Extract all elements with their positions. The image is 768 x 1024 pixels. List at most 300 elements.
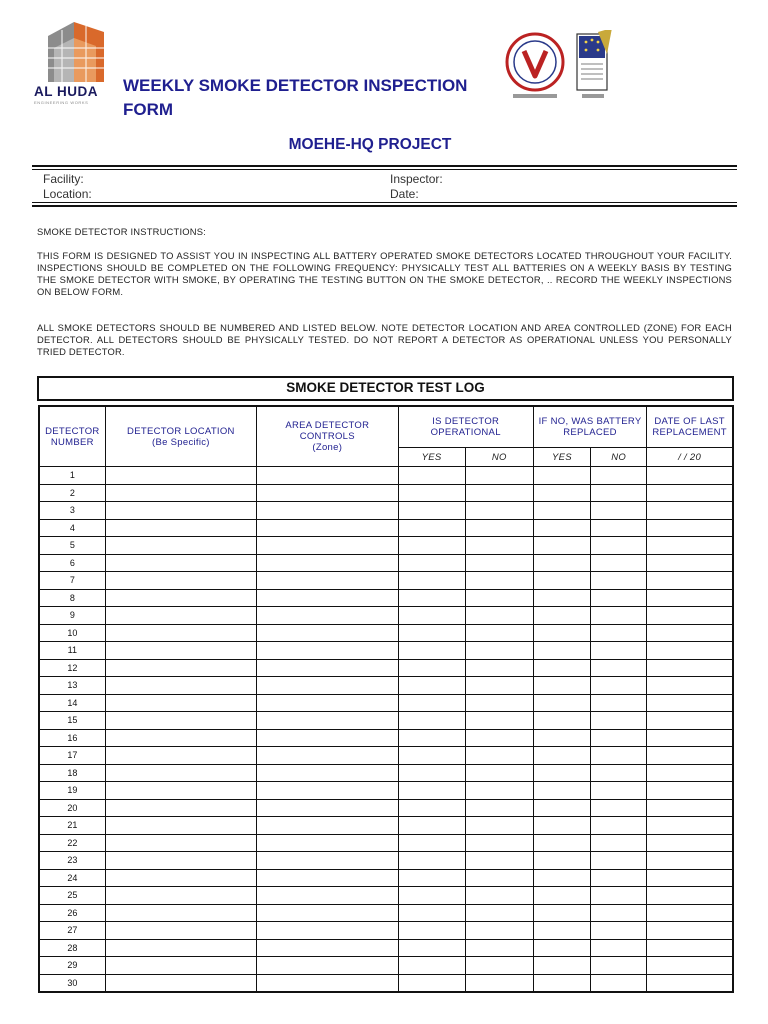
last-replacement-cell[interactable] — [647, 869, 733, 887]
subheader-battery-yes: YES — [533, 448, 590, 467]
location-cell[interactable] — [105, 589, 256, 607]
operational-yes-cell[interactable] — [398, 467, 465, 485]
area-cell[interactable] — [257, 624, 398, 642]
battery-yes-cell[interactable] — [533, 572, 590, 590]
last-replacement-cell[interactable] — [647, 607, 733, 625]
detector-number-cell: 17 — [39, 747, 105, 765]
location-cell[interactable] — [105, 642, 256, 660]
operational-no-cell[interactable] — [465, 624, 533, 642]
detector-number-cell: 25 — [39, 887, 105, 905]
battery-yes-cell[interactable] — [533, 519, 590, 537]
battery-yes-cell[interactable] — [533, 502, 590, 520]
last-replacement-cell[interactable] — [647, 537, 733, 555]
operational-no-cell[interactable] — [465, 817, 533, 835]
header-last-replacement — [647, 406, 733, 448]
location-cell[interactable] — [105, 782, 256, 800]
location-cell[interactable] — [105, 467, 256, 485]
table-row — [39, 537, 733, 555]
battery-no-cell[interactable] — [591, 869, 647, 887]
location-cell[interactable] — [105, 607, 256, 625]
area-cell[interactable] — [257, 519, 398, 537]
area-cell[interactable] — [257, 694, 398, 712]
detector-number-cell: 11 — [39, 642, 105, 660]
operational-no-cell[interactable] — [465, 484, 533, 502]
operational-yes-cell[interactable] — [398, 957, 465, 975]
header-operational — [398, 406, 533, 448]
table-row — [39, 712, 733, 730]
area-cell[interactable] — [257, 677, 398, 695]
location-cell[interactable] — [105, 887, 256, 905]
header-area-controls — [257, 406, 398, 467]
operational-no-cell[interactable] — [465, 782, 533, 800]
operational-no-cell[interactable] — [465, 747, 533, 765]
location-cell[interactable] — [105, 484, 256, 502]
operational-yes-cell[interactable] — [398, 554, 465, 572]
battery-no-cell[interactable] — [591, 799, 647, 817]
inspector-label: Inspector: — [390, 172, 443, 186]
area-cell[interactable] — [257, 747, 398, 765]
table-row — [39, 904, 733, 922]
header-line: IF NO, WAS BATTERY — [538, 416, 642, 427]
operational-yes-cell[interactable] — [398, 782, 465, 800]
battery-yes-cell[interactable] — [533, 764, 590, 782]
last-replacement-cell[interactable] — [647, 904, 733, 922]
header-line: REPLACED — [563, 427, 617, 438]
area-cell[interactable] — [257, 607, 398, 625]
battery-no-cell[interactable] — [591, 624, 647, 642]
location-cell[interactable] — [105, 869, 256, 887]
operational-no-cell[interactable] — [465, 764, 533, 782]
header-line: CONTROLS — [299, 431, 355, 442]
test-log-title: SMOKE DETECTOR TEST LOG — [37, 376, 734, 401]
table-row — [39, 624, 733, 642]
area-cell[interactable] — [257, 939, 398, 957]
detector-number-cell: 13 — [39, 677, 105, 695]
location-cell[interactable] — [105, 659, 256, 677]
divider — [32, 205, 737, 207]
last-replacement-cell[interactable] — [647, 642, 733, 660]
detector-number-cell: 14 — [39, 694, 105, 712]
quality-badge-icon — [574, 30, 616, 104]
operational-yes-cell[interactable] — [398, 974, 465, 992]
operational-no-cell[interactable] — [465, 502, 533, 520]
brand-subtitle: ENGINEERING WORKS — [34, 100, 89, 105]
battery-no-cell[interactable] — [591, 484, 647, 502]
operational-yes-cell[interactable] — [398, 799, 465, 817]
last-replacement-cell[interactable] — [647, 624, 733, 642]
last-replacement-cell[interactable] — [647, 939, 733, 957]
location-label: Location: — [43, 187, 92, 201]
table-row — [39, 817, 733, 835]
detector-number-cell: 28 — [39, 939, 105, 957]
header-line: DETECTOR LOCATION — [127, 425, 235, 437]
header-line: AREA DETECTOR — [285, 420, 370, 431]
last-replacement-cell[interactable] — [647, 694, 733, 712]
last-replacement-cell[interactable] — [647, 484, 733, 502]
location-cell[interactable] — [105, 712, 256, 730]
table-row — [39, 799, 733, 817]
area-cell[interactable] — [257, 712, 398, 730]
battery-no-cell[interactable] — [591, 694, 647, 712]
detector-number-cell: 15 — [39, 712, 105, 730]
battery-yes-cell[interactable] — [533, 974, 590, 992]
battery-no-cell[interactable] — [591, 817, 647, 835]
subheader-battery-no: NO — [591, 448, 647, 467]
table-row — [39, 572, 733, 590]
battery-no-cell[interactable] — [591, 834, 647, 852]
divider — [32, 202, 737, 203]
last-replacement-cell[interactable] — [647, 887, 733, 905]
instructions-paragraph-1: THIS FORM IS DESIGNED TO ASSIST YOU IN INSPECTING ALL BATTERY OPERATED SMOKE DETECTORS LOCATED THROUGHOUT YOUR FACILITY. INSPECTIONS SHOULD BE COMPLETED ON THE FOLLOWING FREQUENCY: PHYSICALLY TEST ALL BATTERIES ON A WEEKLY BASIS BY TESTING THE SMOKE DETECTOR WITH SMOKE, BY OPERATING THE TESTING BUTTON ON THE SMOKE DETECTOR, .. RECORD THE WEEKLY INSPECTIONS ON BELOW FORM. — [37, 250, 732, 297]
detector-number-cell: 5 — [39, 537, 105, 555]
operational-yes-cell[interactable] — [398, 694, 465, 712]
last-replacement-cell[interactable] — [647, 502, 733, 520]
operational-yes-cell[interactable] — [398, 624, 465, 642]
last-replacement-cell[interactable] — [647, 747, 733, 765]
brand-name: AL HUDA — [34, 84, 98, 99]
battery-yes-cell[interactable] — [533, 799, 590, 817]
battery-no-cell[interactable] — [591, 537, 647, 555]
table-row — [39, 922, 733, 940]
battery-no-cell[interactable] — [591, 467, 647, 485]
location-cell[interactable] — [105, 554, 256, 572]
battery-yes-cell[interactable] — [533, 624, 590, 642]
detector-number-cell: 16 — [39, 729, 105, 747]
operational-yes-cell[interactable] — [398, 607, 465, 625]
header-detector-location — [105, 406, 256, 467]
table-row — [39, 607, 733, 625]
header-line: IS DETECTOR — [432, 416, 500, 427]
battery-no-cell[interactable] — [591, 887, 647, 905]
last-replacement-cell[interactable] — [647, 834, 733, 852]
operational-no-cell[interactable] — [465, 694, 533, 712]
facility-label: Facility: — [43, 172, 84, 186]
area-cell[interactable] — [257, 852, 398, 870]
battery-no-cell[interactable] — [591, 642, 647, 660]
last-replacement-cell[interactable] — [647, 764, 733, 782]
battery-yes-cell[interactable] — [533, 922, 590, 940]
table-row — [39, 852, 733, 870]
operational-yes-cell[interactable] — [398, 659, 465, 677]
area-cell[interactable] — [257, 642, 398, 660]
area-cell[interactable] — [257, 467, 398, 485]
subheader-operational-yes: YES — [398, 448, 465, 467]
area-cell[interactable] — [257, 834, 398, 852]
battery-yes-cell[interactable] — [533, 659, 590, 677]
area-cell[interactable] — [257, 957, 398, 975]
location-cell[interactable] — [105, 974, 256, 992]
operational-yes-cell[interactable] — [398, 887, 465, 905]
operational-no-cell[interactable] — [465, 922, 533, 940]
table-row — [39, 642, 733, 660]
detector-number-cell: 30 — [39, 974, 105, 992]
battery-yes-cell[interactable] — [533, 554, 590, 572]
operational-no-cell[interactable] — [465, 887, 533, 905]
battery-no-cell[interactable] — [591, 554, 647, 572]
operational-yes-cell[interactable] — [398, 537, 465, 555]
table-row — [39, 834, 733, 852]
operational-yes-cell[interactable] — [398, 502, 465, 520]
battery-yes-cell[interactable] — [533, 694, 590, 712]
location-cell[interactable] — [105, 939, 256, 957]
battery-yes-cell[interactable] — [533, 869, 590, 887]
detector-number-cell: 22 — [39, 834, 105, 852]
operational-no-cell[interactable] — [465, 589, 533, 607]
operational-yes-cell[interactable] — [398, 572, 465, 590]
table-row — [39, 467, 733, 485]
instructions-heading: SMOKE DETECTOR INSTRUCTIONS: — [37, 226, 206, 237]
area-cell[interactable] — [257, 817, 398, 835]
operational-yes-cell[interactable] — [398, 817, 465, 835]
form-title: WEEKLY SMOKE DETECTOR INSPECTION FORM — [123, 76, 468, 119]
header-line: OPERATIONAL — [430, 427, 501, 438]
last-replacement-cell[interactable] — [647, 677, 733, 695]
operational-no-cell[interactable] — [465, 939, 533, 957]
last-replacement-cell[interactable] — [647, 782, 733, 800]
last-replacement-cell[interactable] — [647, 467, 733, 485]
battery-yes-cell[interactable] — [533, 467, 590, 485]
operational-no-cell[interactable] — [465, 834, 533, 852]
location-cell[interactable] — [105, 957, 256, 975]
battery-yes-cell[interactable] — [533, 484, 590, 502]
battery-yes-cell[interactable] — [533, 852, 590, 870]
operational-yes-cell[interactable] — [398, 904, 465, 922]
operational-yes-cell[interactable] — [398, 834, 465, 852]
divider — [32, 165, 737, 167]
battery-yes-cell[interactable] — [533, 677, 590, 695]
detector-number-cell: 8 — [39, 589, 105, 607]
location-cell[interactable] — [105, 677, 256, 695]
location-cell[interactable] — [105, 572, 256, 590]
last-replacement-cell[interactable] — [647, 799, 733, 817]
battery-no-cell[interactable] — [591, 589, 647, 607]
detector-number-cell: 29 — [39, 957, 105, 975]
table-row — [39, 747, 733, 765]
operational-no-cell[interactable] — [465, 519, 533, 537]
subheader-date-format: / / 20 — [647, 448, 733, 467]
area-cell[interactable] — [257, 572, 398, 590]
operational-yes-cell[interactable] — [398, 589, 465, 607]
battery-yes-cell[interactable] — [533, 642, 590, 660]
operational-no-cell[interactable] — [465, 869, 533, 887]
table-row — [39, 502, 733, 520]
operational-yes-cell[interactable] — [398, 852, 465, 870]
location-cell[interactable] — [105, 904, 256, 922]
operational-yes-cell[interactable] — [398, 712, 465, 730]
table-row — [39, 957, 733, 975]
location-cell[interactable] — [105, 502, 256, 520]
battery-no-cell[interactable] — [591, 939, 647, 957]
last-replacement-cell[interactable] — [647, 817, 733, 835]
operational-no-cell[interactable] — [465, 904, 533, 922]
battery-no-cell[interactable] — [591, 747, 647, 765]
company-logo — [34, 18, 116, 110]
header-line: NUMBER — [50, 436, 94, 448]
battery-no-cell[interactable] — [591, 677, 647, 695]
operational-no-cell[interactable] — [465, 554, 533, 572]
battery-yes-cell[interactable] — [533, 589, 590, 607]
battery-yes-cell[interactable] — [533, 782, 590, 800]
area-cell[interactable] — [257, 729, 398, 747]
last-replacement-cell[interactable] — [647, 957, 733, 975]
area-cell[interactable] — [257, 589, 398, 607]
operational-yes-cell[interactable] — [398, 519, 465, 537]
table-row — [39, 484, 733, 502]
battery-no-cell[interactable] — [591, 852, 647, 870]
detector-number-cell: 26 — [39, 904, 105, 922]
operational-yes-cell[interactable] — [398, 747, 465, 765]
battery-yes-cell[interactable] — [533, 712, 590, 730]
detector-number-cell: 18 — [39, 764, 105, 782]
header-detector-number — [39, 406, 105, 467]
operational-yes-cell[interactable] — [398, 869, 465, 887]
battery-yes-cell[interactable] — [533, 607, 590, 625]
battery-yes-cell[interactable] — [533, 729, 590, 747]
operational-yes-cell[interactable] — [398, 642, 465, 660]
table-row — [39, 764, 733, 782]
operational-no-cell[interactable] — [465, 572, 533, 590]
operational-no-cell[interactable] — [465, 957, 533, 975]
operational-yes-cell[interactable] — [398, 922, 465, 940]
location-cell[interactable] — [105, 922, 256, 940]
area-cell[interactable] — [257, 659, 398, 677]
battery-yes-cell[interactable] — [533, 887, 590, 905]
date-label: Date: — [390, 187, 419, 201]
area-cell[interactable] — [257, 904, 398, 922]
operational-no-cell[interactable] — [465, 729, 533, 747]
certification-seal-icon — [503, 30, 567, 104]
battery-yes-cell[interactable] — [533, 939, 590, 957]
last-replacement-cell[interactable] — [647, 589, 733, 607]
header-battery-replaced — [533, 406, 646, 448]
operational-no-cell[interactable] — [465, 799, 533, 817]
area-cell[interactable] — [257, 484, 398, 502]
location-cell[interactable] — [105, 519, 256, 537]
detector-number-cell: 10 — [39, 624, 105, 642]
building-logo-icon — [34, 18, 116, 84]
table-row — [39, 659, 733, 677]
location-cell[interactable] — [105, 817, 256, 835]
battery-no-cell[interactable] — [591, 974, 647, 992]
battery-no-cell[interactable] — [591, 519, 647, 537]
location-cell[interactable] — [105, 729, 256, 747]
battery-no-cell[interactable] — [591, 904, 647, 922]
battery-no-cell[interactable] — [591, 712, 647, 730]
operational-no-cell[interactable] — [465, 537, 533, 555]
area-cell[interactable] — [257, 974, 398, 992]
operational-no-cell[interactable] — [465, 677, 533, 695]
battery-no-cell[interactable] — [591, 659, 647, 677]
operational-no-cell[interactable] — [465, 642, 533, 660]
operational-yes-cell[interactable] — [398, 729, 465, 747]
detector-number-cell: 9 — [39, 607, 105, 625]
last-replacement-cell[interactable] — [647, 852, 733, 870]
battery-no-cell[interactable] — [591, 782, 647, 800]
detector-number-cell: 3 — [39, 502, 105, 520]
last-replacement-cell[interactable] — [647, 572, 733, 590]
header-line: REPLACEMENT — [652, 427, 727, 438]
detector-number-cell: 21 — [39, 817, 105, 835]
operational-yes-cell[interactable] — [398, 764, 465, 782]
header-line: DETECTOR — [45, 425, 100, 437]
location-cell[interactable] — [105, 624, 256, 642]
area-cell[interactable] — [257, 869, 398, 887]
operational-no-cell[interactable] — [465, 659, 533, 677]
area-cell[interactable] — [257, 554, 398, 572]
location-cell[interactable] — [105, 799, 256, 817]
table-row — [39, 519, 733, 537]
area-cell[interactable] — [257, 887, 398, 905]
location-cell[interactable] — [105, 834, 256, 852]
battery-yes-cell[interactable] — [533, 747, 590, 765]
operational-no-cell[interactable] — [465, 852, 533, 870]
detector-number-cell: 6 — [39, 554, 105, 572]
operational-yes-cell[interactable] — [398, 484, 465, 502]
header-line: (Be Specific) — [152, 436, 210, 448]
last-replacement-cell[interactable] — [647, 712, 733, 730]
battery-no-cell[interactable] — [591, 957, 647, 975]
detector-number-cell: 4 — [39, 519, 105, 537]
detector-test-log-table — [38, 405, 734, 993]
log-rows — [39, 467, 733, 993]
table-row — [39, 729, 733, 747]
table-row — [39, 589, 733, 607]
area-cell[interactable] — [257, 799, 398, 817]
area-cell[interactable] — [257, 764, 398, 782]
divider — [32, 169, 737, 170]
area-cell[interactable] — [257, 537, 398, 555]
battery-yes-cell[interactable] — [533, 817, 590, 835]
table-row — [39, 782, 733, 800]
battery-no-cell[interactable] — [591, 764, 647, 782]
battery-no-cell[interactable] — [591, 607, 647, 625]
project-title: MOEHE-HQ PROJECT — [288, 136, 452, 153]
detector-number-cell: 2 — [39, 484, 105, 502]
last-replacement-cell[interactable] — [647, 729, 733, 747]
operational-yes-cell[interactable] — [398, 939, 465, 957]
battery-no-cell[interactable] — [591, 922, 647, 940]
operational-yes-cell[interactable] — [398, 677, 465, 695]
location-cell[interactable] — [105, 852, 256, 870]
operational-no-cell[interactable] — [465, 467, 533, 485]
area-cell[interactable] — [257, 922, 398, 940]
location-cell[interactable] — [105, 537, 256, 555]
operational-no-cell[interactable] — [465, 974, 533, 992]
battery-yes-cell[interactable] — [533, 904, 590, 922]
location-cell[interactable] — [105, 694, 256, 712]
last-replacement-cell[interactable] — [647, 659, 733, 677]
battery-no-cell[interactable] — [591, 572, 647, 590]
last-replacement-cell[interactable] — [647, 922, 733, 940]
battery-no-cell[interactable] — [591, 502, 647, 520]
table-row — [39, 677, 733, 695]
battery-yes-cell[interactable] — [533, 957, 590, 975]
last-replacement-cell[interactable] — [647, 974, 733, 992]
battery-no-cell[interactable] — [591, 729, 647, 747]
area-cell[interactable] — [257, 502, 398, 520]
operational-no-cell[interactable] — [465, 712, 533, 730]
area-cell[interactable] — [257, 782, 398, 800]
location-cell[interactable] — [105, 764, 256, 782]
operational-no-cell[interactable] — [465, 607, 533, 625]
detector-number-cell: 12 — [39, 659, 105, 677]
battery-yes-cell[interactable] — [533, 834, 590, 852]
battery-yes-cell[interactable] — [533, 537, 590, 555]
last-replacement-cell[interactable] — [647, 519, 733, 537]
last-replacement-cell[interactable] — [647, 554, 733, 572]
location-cell[interactable] — [105, 747, 256, 765]
detector-number-cell: 20 — [39, 799, 105, 817]
